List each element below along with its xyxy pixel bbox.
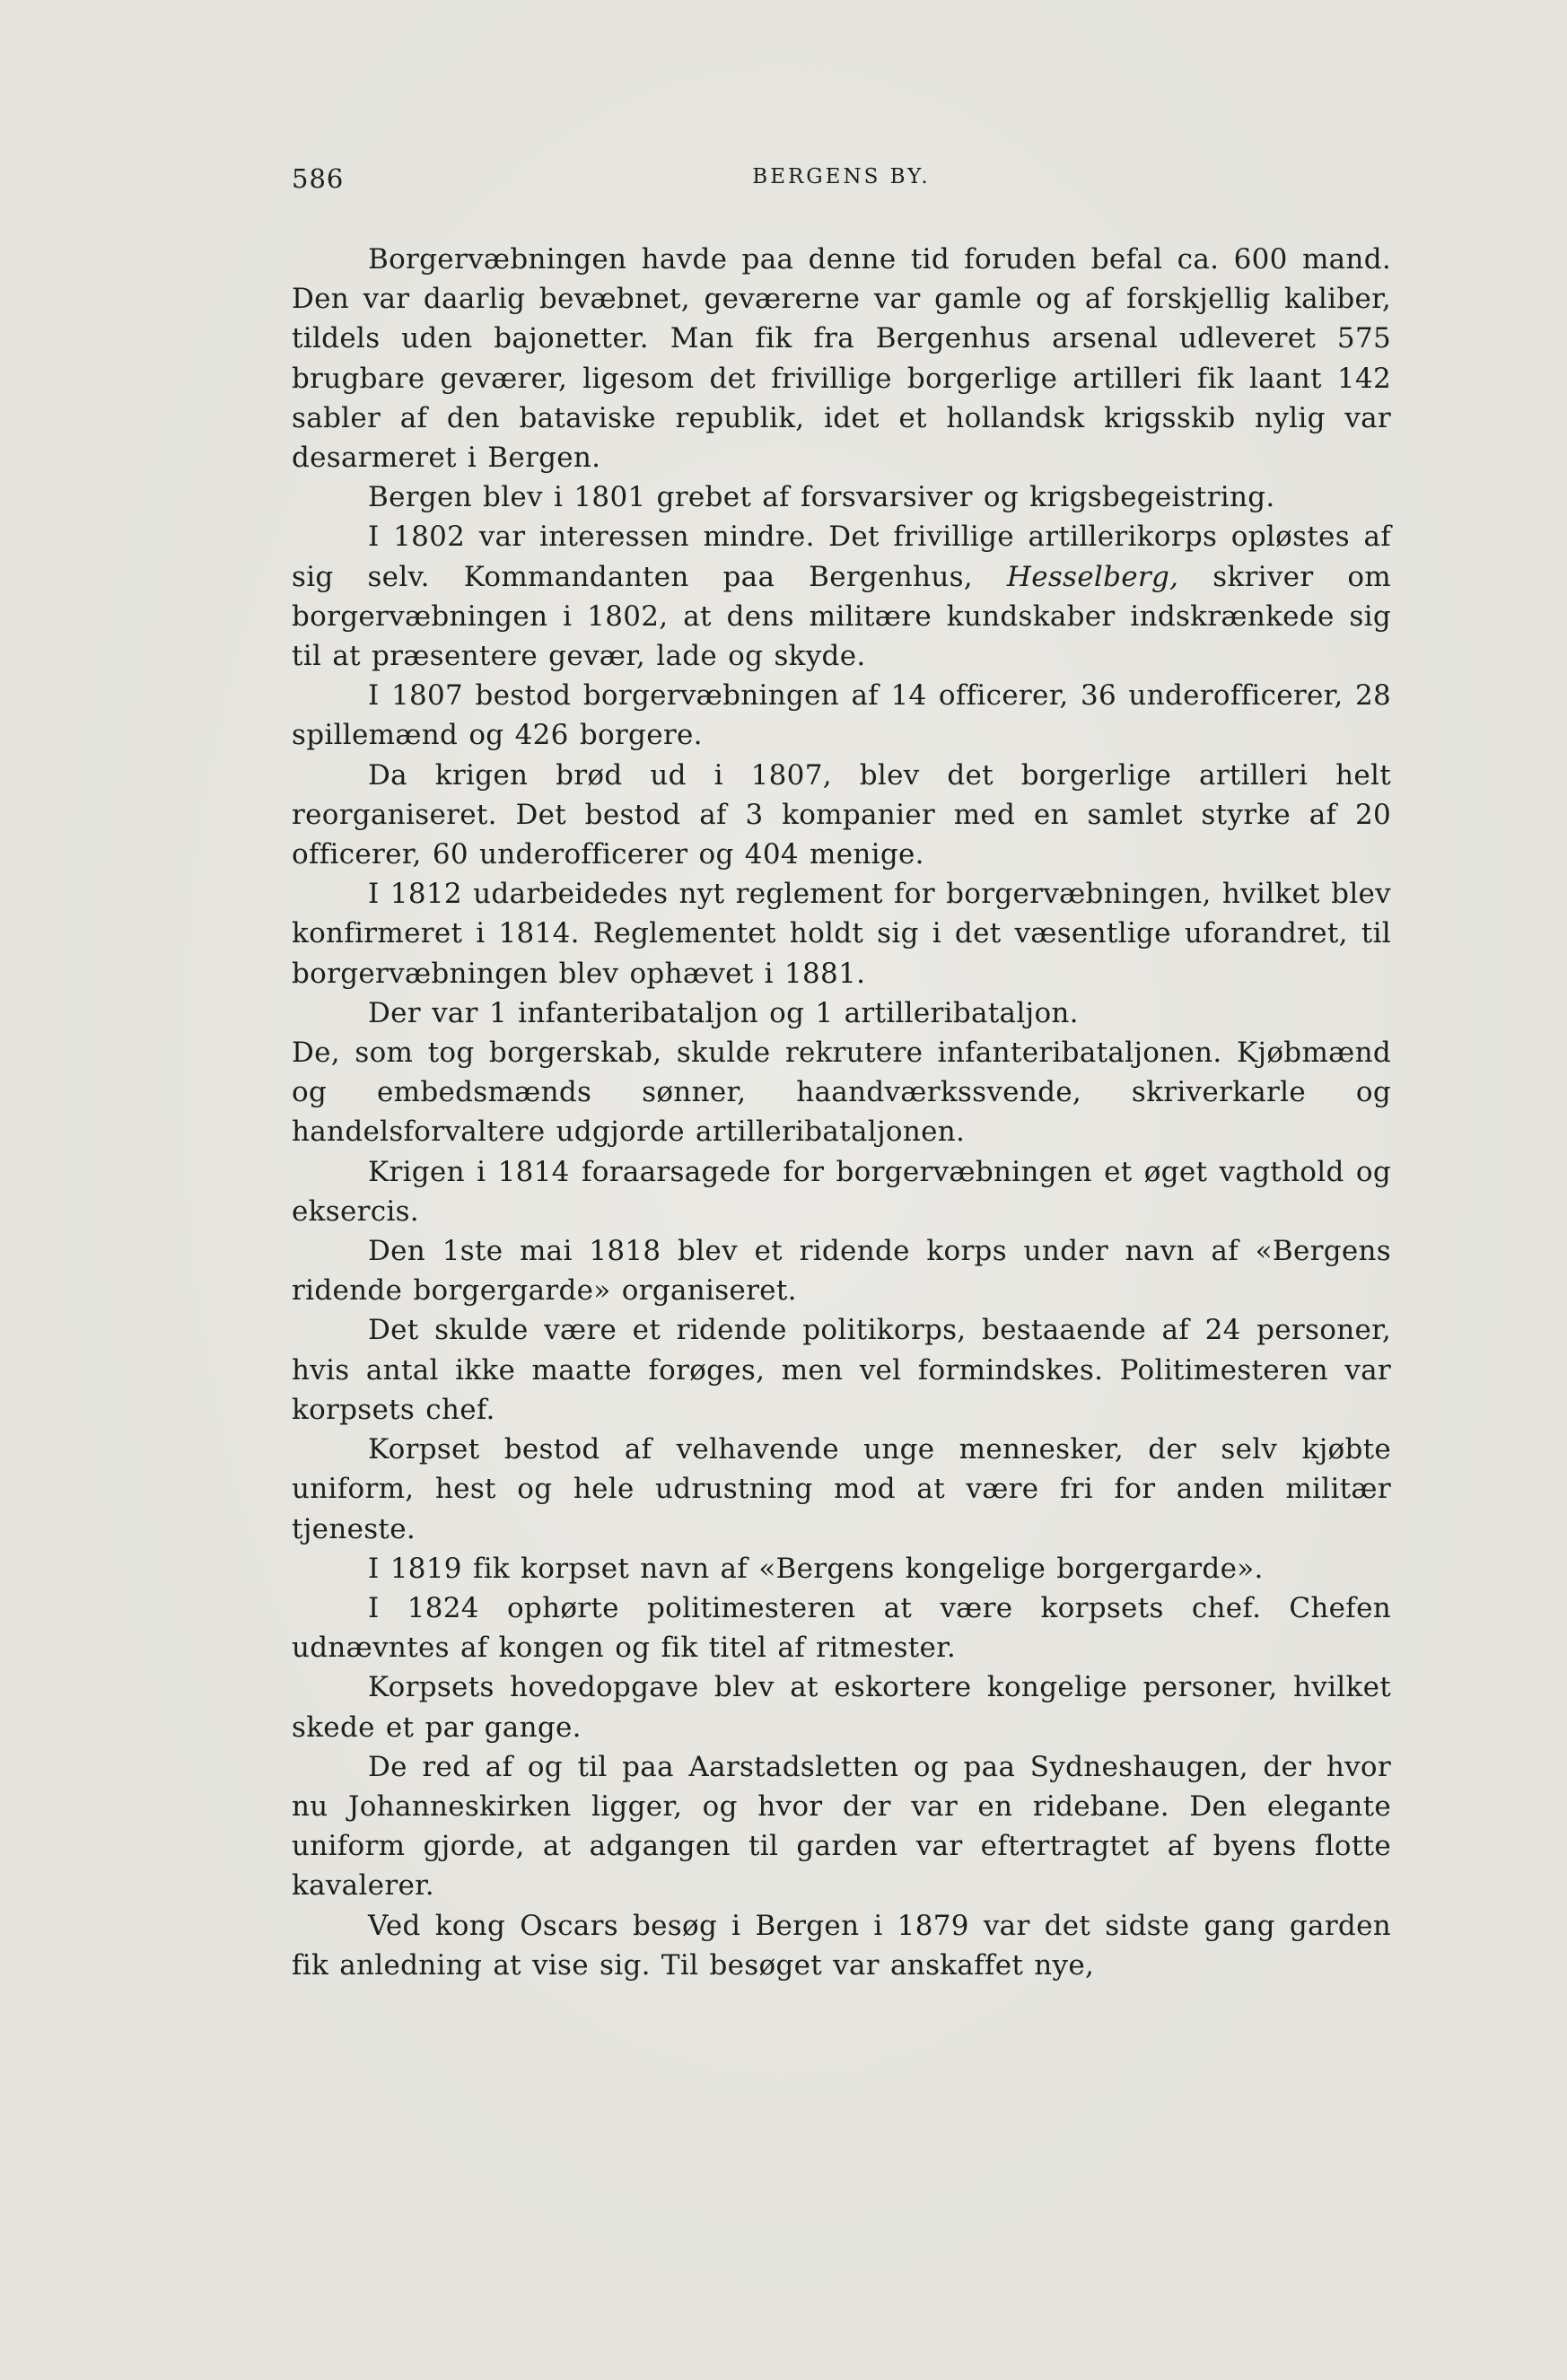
paragraph-7: Der var 1 infanteribataljon og 1 artilleribataljon.: [368, 996, 1079, 1029]
paragraph-1: Borgervæbningen havde paa denne tid foruden befal ca. 600 mand. Den var daarlig bevæbnet, geværerne var gamle og af forskjellig kaliber, tildels uden bajonetter. Man fik fra Bergenhus arsenal udleveret 575 brugbare geværer, ligesom det frivillige borgerlige artilleri fik laant 142 sabler af den bataviske republik, idet et hollandsk krigsskib nylig var desarmeret i Bergen.: [292, 243, 1391, 475]
paragraph-12: Korpset bestod af velhavende unge mennesker, der selv kjøbte uniform, hest og hele udrustning mod at være fri for anden militær tjeneste.: [292, 1433, 1391, 1545]
paragraph-2: Bergen blev i 1801 grebet af forsvarsiver og krigsbegeistring.: [368, 481, 1275, 514]
paragraph-5: Da krigen brød ud i 1807, blev det borgerlige artilleri helt reorganiseret. Det bestod af 3 kompanier med en samlet styrke af 20 officerer, 60 underofficerer og 404 menige.: [292, 758, 1391, 871]
paragraph-14: I 1824 ophørte politimesteren at være korpsets chef. Chefen udnævntes af kongen og fik titel af ritmester.: [292, 1591, 1391, 1665]
body-text: [292, 240, 1391, 1985]
page-header: [292, 163, 1391, 199]
paragraph-17: Ved kong Oscars besøg i Bergen i 1879 var det sidste gang garden fik anledning at vise sig. Til besøget var anskaffet nye,: [292, 1909, 1391, 1982]
paragraph-8: De, som tog borgerskab, skulde rekrutere infanteribataljonen. Kjøbmænd og embedsmænds sønner, haandværkssvende, skriverkarle og handelsforvaltere udgjorde artilleribataljonen.: [292, 1037, 1391, 1149]
paragraph-10: Den 1ste mai 1818 blev et ridende korps under navn af «Bergens ridende borgergarde» organiseret.: [292, 1235, 1391, 1308]
paragraph-3-text-after: skriver om borgervæbningen i 1802, at dens militære kundskaber indskrænkede sig til at præsentere gevær, lade og skyde.: [292, 560, 1392, 673]
page-number: 586: [292, 163, 345, 194]
paragraph-15: Korpsets hovedopgave blev at eskortere kongelige personer, hvilket skede et par gange.: [292, 1671, 1391, 1744]
paragraph-9: Krigen i 1814 foraarsagede for borgervæbningen et øget vagthold og eksercis.: [292, 1155, 1391, 1228]
paragraph-16: De red af og til paa Aarstadsletten og paa Sydneshaugen, der hvor nu Johanneskirken ligger, og hvor der var en ridebane. Den elegante uniform gjorde, at adgangen til garden var eftertragtet af byens flotte kavalerer.: [292, 1750, 1391, 1903]
paragraph-11: Det skulde være et ridende politikorps, bestaaende af 24 personer, hvis antal ikke maatte forøges, men vel formindskes. Politimesteren var korpsets chef.: [292, 1314, 1391, 1426]
paragraph-13: I 1819 fik korpset navn af «Bergens kongelige borgergarde».: [368, 1552, 1264, 1585]
paragraph-3: [292, 517, 1391, 676]
paragraph-3-text-before: I 1802 var interessen mindre. Det frivillige artillerikorps opløstes af sig selv. Kommandanten paa Bergenhus,: [292, 521, 1391, 593]
paragraph-4: I 1807 bestod borgervæbningen af 14 officerer, 36 underofficerer, 28 spillemænd og 426 borgere.: [292, 679, 1391, 752]
paragraph-3-italic-name: Hesselberg,: [1006, 560, 1179, 593]
running-title: BERGENS BY.: [752, 165, 931, 188]
paragraph-6: I 1812 udarbeidedes nyt reglement for borgervæbningen, hvilket blev konfirmeret i 1814. Reglementet holdt sig i det væsentlige uforandret, til borgervæbningen blev ophævet i 1881.: [292, 878, 1391, 990]
